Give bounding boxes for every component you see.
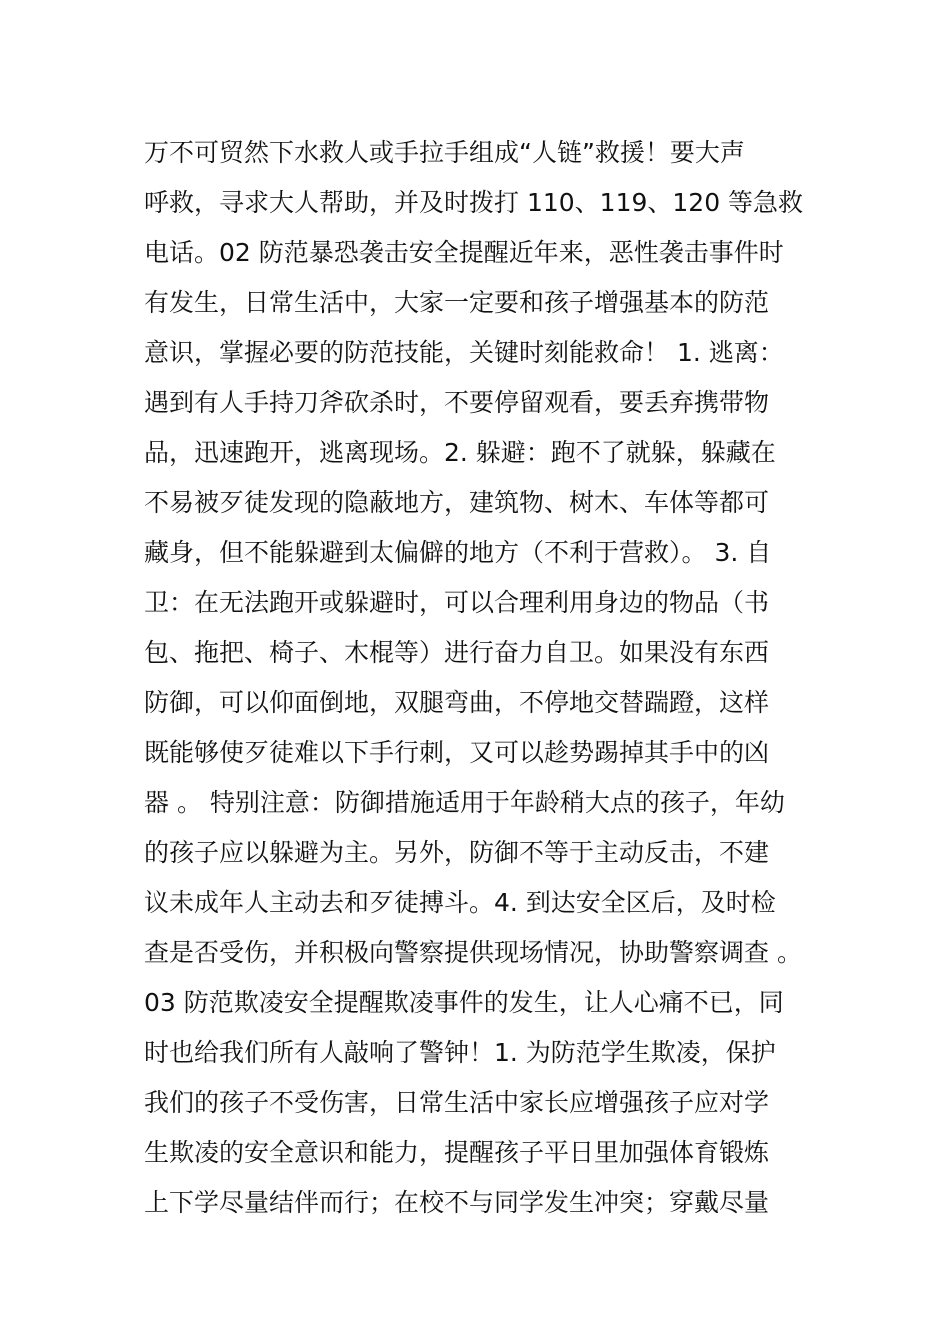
text-line: 03 防范欺凌安全提醒欺凌事件的发生，让人心痛不已，同 [144,988,784,1017]
text-line: 包、拖把、椅子、木棍等）进行奋力自卫。如果没有东西 [144,638,770,667]
text-line: 呼救，寻求大人帮助，并及时拨打 110、119、120 等急救 [144,188,804,217]
text-line: 遇到有人手持刀斧砍杀时，不要停留观看，要丢弃携带物 [144,388,770,417]
text-line: 议未成年人主动去和歹徒搏斗。4. 到达安全区后，及时检 [144,888,776,917]
text-line: 万不可贸然下水救人或手拉手组成“人链”救援！要大声 [144,138,745,167]
text-line: 上下学尽量结伴而行；在校不与同学发生冲突；穿戴尽量 [144,1188,770,1217]
text-line: 生欺凌的安全意识和能力，提醒孩子平日里加强体育锻炼 [144,1138,770,1167]
text-line: 卫：在无法跑开或躲避时，可以合理利用身边的物品（书 [144,588,770,617]
text-line: 的孩子应以躲避为主。另外，防御不等于主动反击，不建 [144,838,770,867]
text-line: 时也给我们所有人敲响了警钟！1. 为防范学生欺凌，保护 [144,1038,776,1067]
text-line: 既能够使歹徒难以下手行刺，又可以趁势踢掉其手中的凶 [144,738,770,767]
text-line: 有发生，日常生活中，大家一定要和孩子增强基本的防范 [144,288,770,317]
text-line: 藏身，但不能躲避到太偏僻的地方（不利于营救）。 3. 自 [144,538,772,567]
text-line: 不易被歹徒发现的隐蔽地方，建筑物、树木、车体等都可 [144,488,770,517]
text-line: 意识，掌握必要的防范技能，关键时刻能救命！ 1. 逃离： [144,338,784,367]
text-line: 我们的孩子不受伤害，日常生活中家长应增强孩子应对学 [144,1088,770,1117]
text-line: 电话。02 防范暴恐袭击安全提醒近年来，恶性袭击事件时 [144,238,784,267]
text-line: 器 。 特别注意：防御措施适用于年龄稍大点的孩子，年幼 [144,788,785,817]
body-text [144,128,824,1228]
text-line: 品，迅速跑开，逃离现场。2. 躲避：跑不了就躲，躲藏在 [144,438,776,467]
text-line: 防御，可以仰面倒地，双腿弯曲，不停地交替踹蹬，这样 [144,688,770,717]
text-line: 查是否受伤，并积极向警察提供现场情况，协助警察调查 。 [144,938,802,967]
